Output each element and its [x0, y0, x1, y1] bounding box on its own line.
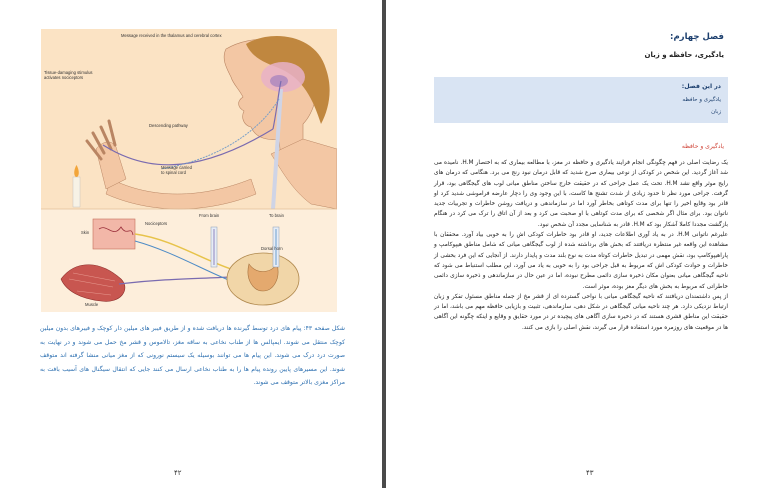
label-tissue-damage: Tissue-damaging stimulus activates nociceptors: [44, 70, 93, 80]
right-page: [386, 0, 768, 488]
body-paragraph: علیرغم ناتوانی H.M. در به یاد آوری اطلاعات جدید، او قادر بود خاطرات کودکی اش را به خوبی بیاد آورد. محققان با مشاهده این واقعه غیر منتظره دریافتند که بخش های برداشته شده از لوب گیجگاهی میانی که شامل مناطق هیپوکامپ و پاراهیپوکامپ بود، نقش مهمی در تبدیل خاطرات کوتاه مدت به نوع بلند مدت و پایدار دارند. از آنجایی که این فرد بخشی از خاطرات و حوادث کودکی اش که مربوط به قبل جراحی بود را به خوبی به یاد می آورد، این مطلب استنباط می شود که ناحیه گیجگاهی میانی بعنوان مکان ذخیره سازی دائمی مطرح نبوده، اما در عین حال در سازماندهی و ذخیره سازی دائمی خاطراتی که مربوط به بخش های دیگر مغز بوده، موثر است.: [434, 232, 728, 290]
label-to-brain: To brain: [269, 213, 284, 218]
label-descending-pathway: Descending pathway: [149, 123, 188, 128]
label-from-brain: From brain: [199, 213, 220, 218]
page-number-left: ۴۲: [174, 469, 182, 477]
summary-item: زبان: [711, 109, 721, 115]
label-message-received: Message received in the thalamus and cerebral cortex: [121, 33, 222, 38]
label-dorsal-horn: Dorsal horn: [261, 246, 283, 251]
summary-box-title: در این فصل:: [681, 83, 721, 90]
label-skin: Skin: [81, 230, 90, 235]
figure-caption: شکل صفحه ۴۳: پیام های درد توسط گیرنده ها دریافت شده و از طریق فیبر های میلین دار کوچک و فیبرهای بدون میلین کوچک منتقل می شوند. ایمپالس ها از طناب نخاعی به ساقه مغز، تالاموس و قشر مخ حمل می شوند و در نهایت به صورت درد درک می شوند. این پیام ها می توانند بوسیله یک سیستم نورونی که از مغز میانی منشا گرفته اند متوقف شوند. این مسیرهای پایین رونده پیام ها را به طناب نخاعی ارسال می کنند جایی که انتقال سیگنال های آسیب بافت به مراکز مغزی بالاتر متوقف می شوند.: [40, 325, 345, 386]
summary-item: یادگیری و حافظه: [682, 97, 721, 103]
chapter-subtitle: یادگیری، حافظه و زبان: [644, 51, 724, 59]
label-message-carried: Message carried to spinal cord: [161, 165, 192, 175]
left-page: [0, 0, 382, 488]
chapter-summary-box: [434, 77, 728, 123]
body-paragraph: از پس داشتمندان دریافتند که ناحیه گیجگاهی میانی با نواحی گسترده ای از قشر مخ از جمله مناطق مسئول تفکر و زبان ارتباط نزدیکی دارد. هر چند ناحیه میانی گیجگاهی در شکل دهی، سازماندهی، تثبیت و بازیابی حافظه مهم می باشد، اما در حقیقت این مناطق قشری هستند که در ذخیره سازی آگاهی های پیچیده تر در مورد حقایق و وقایع و اینکه چگونه این آگاهی ها در موقعیت های روزمره مورد استفاده قرار می گیرند، نقش اصلی را بازی می کنند.: [434, 293, 728, 331]
section-heading: یادگیری و حافظه: [681, 143, 724, 150]
label-muscle: Muscle: [85, 302, 99, 307]
body-text: [434, 158, 728, 333]
label-nociceptors: Nociceptors: [145, 221, 168, 226]
page-number-right: ۴۳: [586, 469, 594, 477]
body-paragraph: یک رضایت اصلی در فهم چگونگی انجام فرایند یادگیری و حافظه در مغز، با مطالعه بیماری که به اختصار H.M. نامیده می شد آغاز گردید. این شخص در کودکی از نوعی بیماری صرع شدید که قابل درمان نبود رنج می برد. هنگامی که درمان های رایج موثر واقع نشد H.M. تحت یک عمل جراحی که در حقیقت خارج ساختن مناطق میانی لوب های گیجگاهی بود، قرار گرفت. جراحی مورد نظر تا حدود زیادی از شدت تشنج ها کاست، با این وجود وی را دچار عارضه فراموشی شدید کرد او قادر بود وقایع اخیر را تنها برای مدت کوتاهی بخاطر آورد اما در سازماندهی و دریافت روشن خاطرات و تجربیات جدید ناتوان بود. برای مثال اگر شخصی که برای مدت کوتاهی با او صحبت می کرد و بعد از آن اتاق را ترک می کرد در هنگام بازگشت مجددا کاملا آشکار بود که H.M. قادر به شناسایی مجدد آن شخص نبود.: [434, 160, 729, 228]
pain-pathway-illustration: [41, 29, 337, 312]
chapter-title: فصل چهارم:: [670, 32, 724, 42]
